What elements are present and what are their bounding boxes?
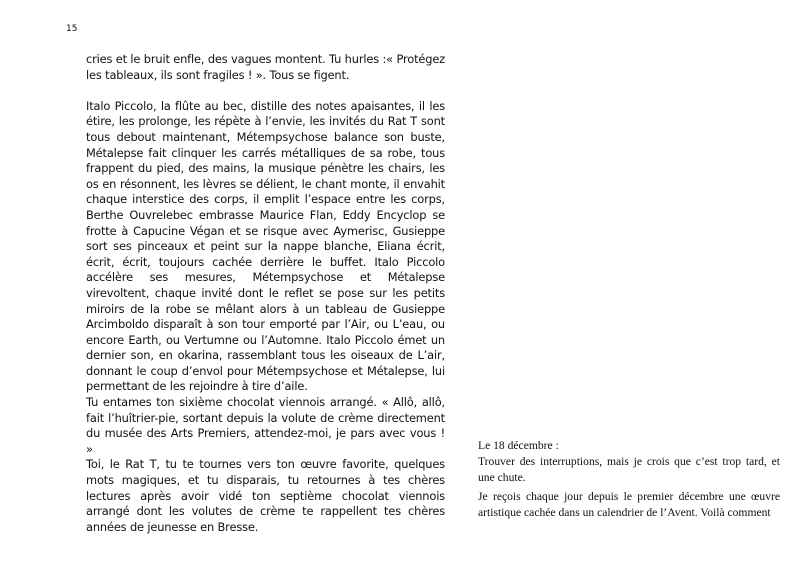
date-heading: Le 18 décembre : xyxy=(478,439,559,452)
right-text-column xyxy=(478,438,780,521)
paragraph: Tu entames ton sixième chocolat viennois arrangé. « Allô, allô, fait l’huîtrier-pie, sortant depuis la volute de crème directement du musée des Arts Premiers, attendez-moi, je pars avec vous ! » xyxy=(86,395,445,456)
paragraph: cries et le bruit enfle, des vagues montent. Tu hurles :« Protégez les tableaux, ils sont fragiles ! ». Tous se figent. xyxy=(86,52,446,82)
paragraph: Trouver des interruptions, mais je crois que c’est trop tard, et une chute. xyxy=(478,455,780,484)
paragraph: Italo Piccolo, la flûte au bec, distille des notes apaisantes, il les étire, les prolonge, les répète à l’envie, les invités du Rat T sont tous debout maintenant, Métempsychose balance son buste, Métalepse fait clinquer les carrés métalliques de sa robe, tous frappent du pied, des mains, la musique pénètre les chairs, les os en résonnent, les lèvres se délient, le chant monte, il envahit chaque interstice des corps, il emplit l’espace entre les corps, Berthe Ouvrelebec embrasse Maurice Flan, Eddy Encyclop se frotte à Capucine Végan et se risque avec Aymerisc, Gusieppe sort ses pinceaux et peint sur la nappe blanche, Eliana écrit, écrit, écrit, toujours cachée derrière le buffet. Italo Piccolo accélère ses mesures, Métempsychose et Métalepse virevoltent, chaque invité dont le reflet se pose sur les petits miroirs de la robe se mêlant alors à un tableau de Gusieppe Arcimboldo disparaît à son tour emporté par l’Air, ou L’eau, ou encore Earth, ou Vertumne ou l’Automne. Italo Piccolo émet un dernier son, en okarina, rassemblant tous les oiseaux de L’air, donnant le coup d’envol pour Métempsychose et Métalepse, lui permettant de les rejoindre à tire d’aile. xyxy=(86,98,445,394)
paragraph: Je reçois chaque jour depuis le premier décembre une œuvre artistique cachée dans un calendrier de l’Avent. Voilà comment xyxy=(478,490,780,519)
left-text-column xyxy=(86,52,445,535)
paragraph: Toi, le Rat T, tu te tournes vers ton œuvre favorite, quelques mots magiques, et tu disparais, tu retournes à tes chères lectures après avoir vidé ton septième chocolat viennois arrangé dont les volutes de crème te rappellent tes chères années de jeunesse en Bresse. xyxy=(86,457,445,534)
page-number: 15 xyxy=(66,24,78,34)
